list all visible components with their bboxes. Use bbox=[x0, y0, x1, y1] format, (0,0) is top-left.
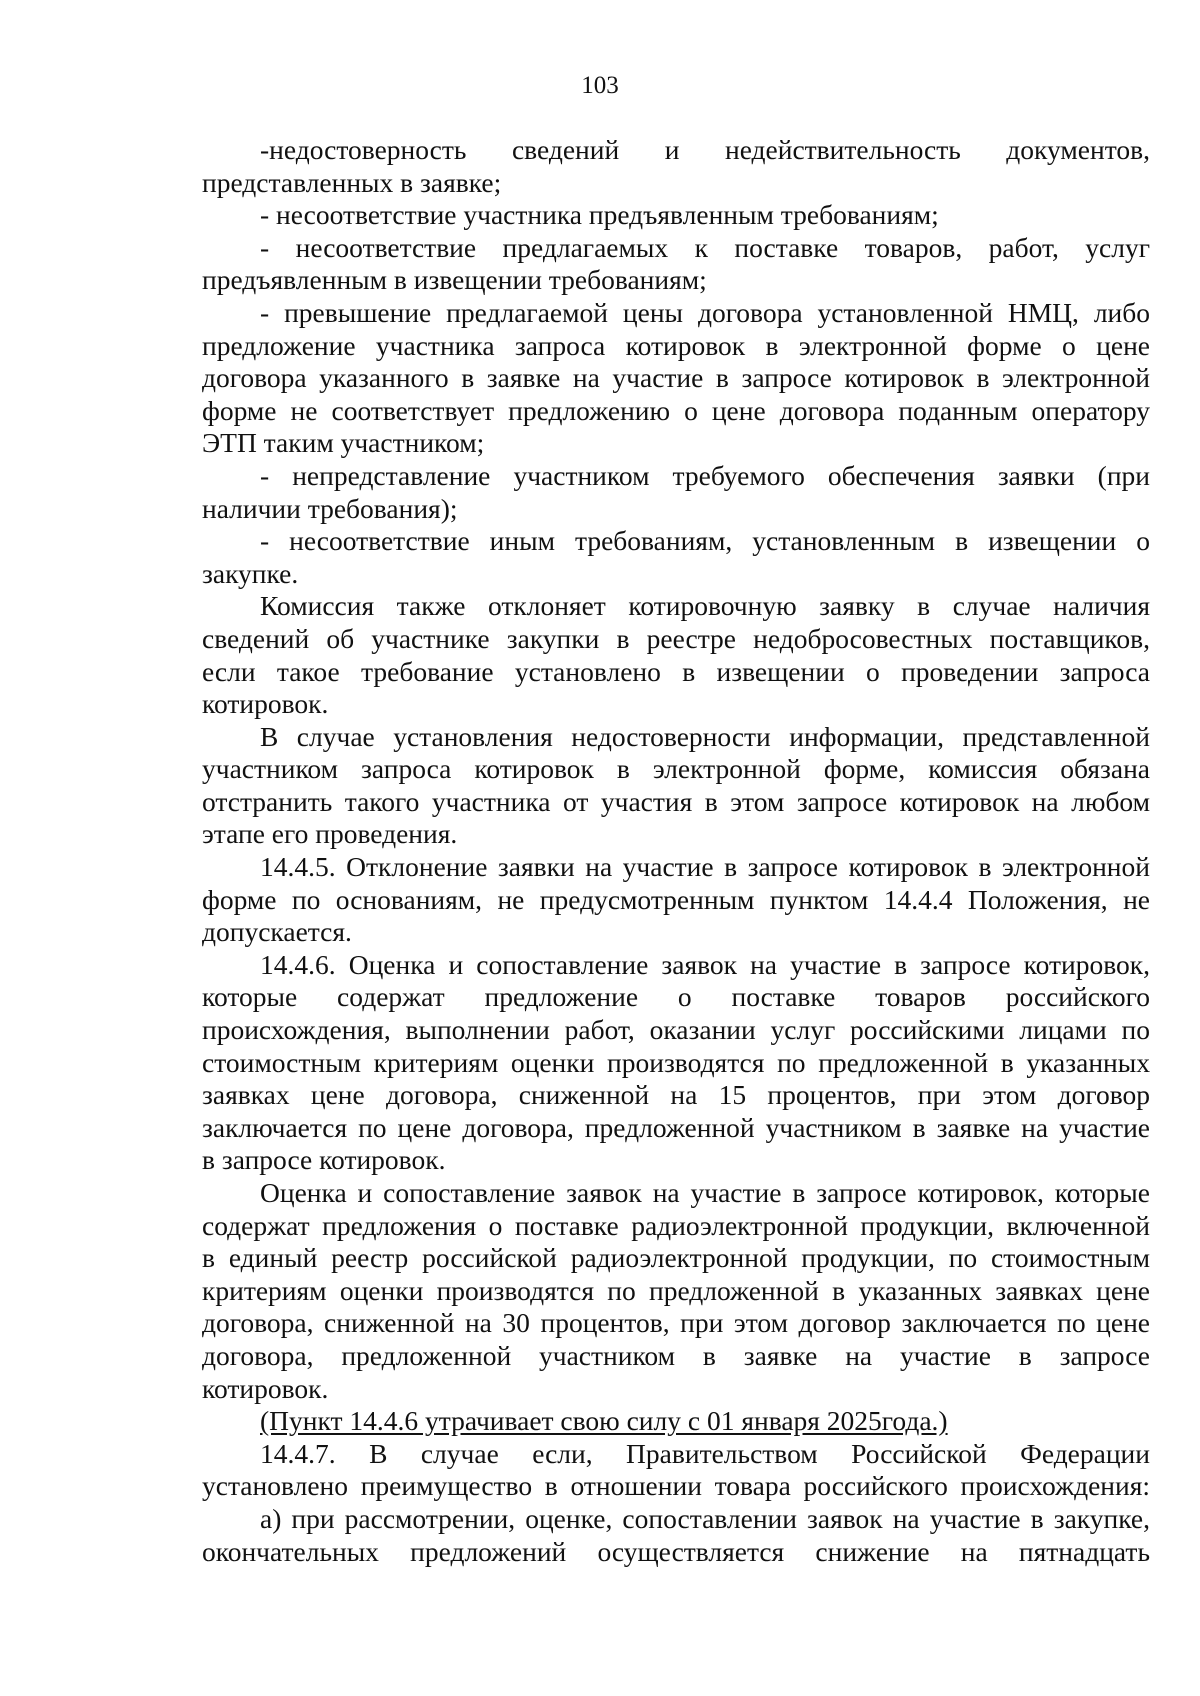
text-line: форме по основаниям, не предусмотренным пунктом 14.4.4 Положения, не bbox=[202, 883, 1150, 915]
text-line: договора, сниженной на 30 процентов, при этом договор заключается по цене bbox=[202, 1307, 1150, 1339]
document-body bbox=[202, 134, 1150, 1568]
text-line: - несоответствие иным требованиям, установленным в извещении о bbox=[260, 525, 1150, 557]
text-line: стоимостным критериям оценки производятся по предложенной в указанных bbox=[202, 1046, 1150, 1078]
text-line: ЭТП таким участником; bbox=[202, 427, 485, 459]
text-line: представленных в заявке; bbox=[202, 166, 502, 198]
text-line: заявках цене договора, сниженной на 15 процентов, при этом договор bbox=[202, 1079, 1150, 1111]
text-line: -недостоверность сведений и недействительность документов, bbox=[260, 134, 1150, 165]
text-line: - несоответствие участника предъявленным требованиям; bbox=[260, 199, 939, 231]
text-line: в запросе котировок. bbox=[202, 1144, 446, 1176]
text-line: предъявленным в извещении требованиям; bbox=[202, 264, 707, 296]
text-line: содержат предложения о поставке радиоэлектронной продукции, включенной bbox=[202, 1209, 1150, 1241]
text-line: котировок. bbox=[202, 688, 329, 720]
text-line: (Пункт 14.4.6 утрачивает свою силу с 01 января 2025года.) bbox=[260, 1405, 948, 1437]
text-line: - непредставление участником требуемого обеспечения заявки (при bbox=[260, 459, 1150, 491]
text-line: в единый реестр российской радиоэлектронной продукции, по стоимостным bbox=[202, 1242, 1150, 1274]
text-line: договора, предложенной участником в заявке на участие в запросе bbox=[202, 1339, 1150, 1371]
text-line: критериям оценки производятся по предложенной в указанных заявках цене bbox=[202, 1274, 1150, 1306]
text-line: форме не соответствует предложению о цене договора поданным оператору bbox=[202, 394, 1150, 426]
text-line: предложение участника запроса котировок в электронной форме о цене bbox=[202, 329, 1150, 361]
text-line: 14.4.5. Отклонение заявки на участие в запросе котировок в электронной bbox=[260, 851, 1150, 883]
text-line: а) при рассмотрении, оценке, сопоставлении заявок на участие в закупке, bbox=[260, 1502, 1150, 1534]
text-line: окончательных предложений осуществляется снижение на пятнадцать bbox=[202, 1535, 1150, 1567]
text-line: установлено преимущество в отношении товара российского происхождения: bbox=[202, 1470, 1150, 1502]
text-line: допускается. bbox=[202, 916, 352, 948]
text-line: этапе его проведения. bbox=[202, 818, 458, 850]
text-line: если такое требование установлено в извещении о проведении запроса bbox=[202, 655, 1150, 687]
text-line: 14.4.6. Оценка и сопоставление заявок на участие в запросе котировок, bbox=[260, 948, 1150, 980]
text-line: - превышение предлагаемой цены договора установленной НМЦ, либо bbox=[260, 296, 1150, 328]
text-line: участником запроса котировок в электронной форме, комиссия обязана bbox=[202, 753, 1150, 785]
text-line: - несоответствие предлагаемых к поставке товаров, работ, услуг bbox=[260, 231, 1150, 263]
text-line: заключается по цене договора, предложенной участником в заявке на участие bbox=[202, 1111, 1150, 1143]
page-number: 103 bbox=[581, 72, 619, 99]
text-line: В случае установления недостоверности информации, представленной bbox=[260, 720, 1150, 752]
text-line: которые содержат предложение о поставке товаров российского bbox=[202, 981, 1150, 1013]
text-line: договора указанного в заявке на участие в запросе котировок в электронной bbox=[202, 362, 1150, 394]
text-line: 14.4.7. В случае если, Правительством Российской Федерации bbox=[260, 1437, 1150, 1469]
text-line: закупке. bbox=[202, 557, 299, 589]
text-line: наличии требования); bbox=[202, 492, 458, 524]
text-line: происхождения, выполнении работ, оказании услуг российскими лицами по bbox=[202, 1014, 1150, 1046]
text-line: сведений об участнике закупки в реестре недобросовестных поставщиков, bbox=[202, 622, 1150, 654]
text-line: Комиссия также отклоняет котировочную заявку в случае наличия bbox=[260, 590, 1150, 622]
text-line: котировок. bbox=[202, 1372, 329, 1404]
text-line: отстранить такого участника от участия в этом запросе котировок на любом bbox=[202, 785, 1150, 817]
text-line: Оценка и сопоставление заявок на участие в запросе котировок, которые bbox=[260, 1177, 1150, 1208]
